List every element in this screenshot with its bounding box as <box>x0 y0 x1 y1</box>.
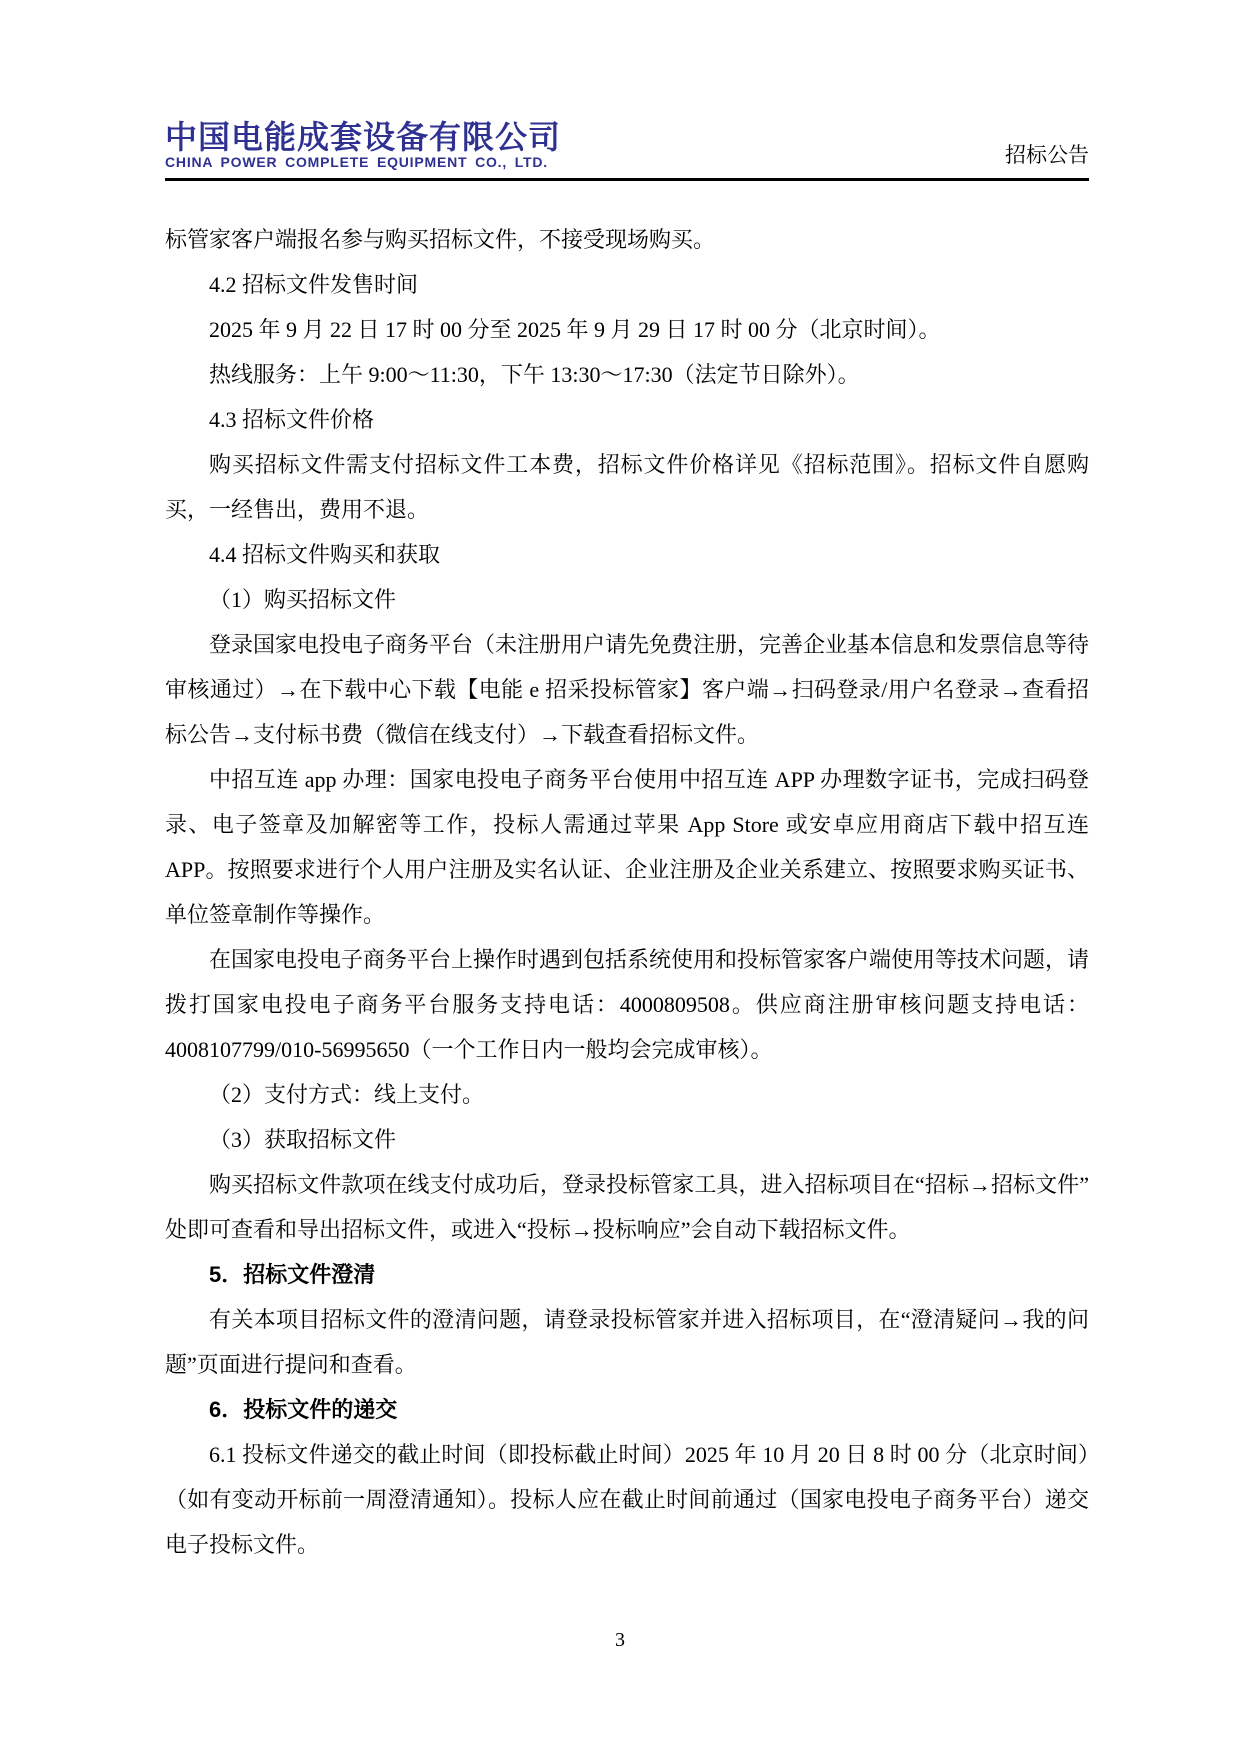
item-2-payment: （2）支付方式：线上支付。 <box>209 1082 485 1107</box>
page-header <box>165 120 1089 171</box>
section-6-heading: 6．投标文件的递交 <box>209 1397 398 1422</box>
company-name-cn: 中国电能成套设备有限公司 <box>165 119 562 155</box>
company-name-en: CHINA POWER COMPLETE EQUIPMENT CO., LTD. <box>165 154 548 170</box>
paragraph-hotline: 热线服务：上午 9:00～11:30，下午 13:30～17:30（法定节日除外）。 <box>209 362 860 387</box>
paragraph-support-phones: 在国家电投电子商务平台上操作时遇到包括系统使用和投标管家客户端使用等技术问题，请拨打国家电投电子商务平台服务支持电话：4000809508。供应商注册审核问题支持电话：4008107799/010-56995650（一个工作日内一般均会完成审核）。 <box>165 947 1090 1062</box>
section-4-3-title: 4.3 招标文件价格 <box>209 407 375 432</box>
item-3-obtain-title: （3）获取招标文件 <box>209 1127 397 1152</box>
paragraph-sale-time: 2025 年 9 月 22 日 17 时 00 分至 2025 年 9 月 29 日 17 时 00 分（北京时间）。 <box>209 317 941 342</box>
paragraph-clarification: 有关本项目招标文件的澄清问题，请登录投标管家并进入招标项目，在“澄清疑问→我的问题”页面进行提问和查看。 <box>165 1307 1089 1377</box>
section-4-4-title: 4.4 招标文件购买和获取 <box>209 542 441 567</box>
paragraph-obtain-steps: 购买招标文件款项在线支付成功后，登录投标管家工具，进入招标项目在“招标→招标文件”处即可查看和导出招标文件，或进入“投标→投标响应”会自动下载招标文件。 <box>165 1172 1089 1242</box>
item-1-purchase-title: （1）购买招标文件 <box>209 587 397 612</box>
company-logo <box>165 120 561 171</box>
paragraph-price: 购买招标文件需支付招标文件工本费，招标文件价格详见《招标范围》。招标文件自愿购买，一经售出，费用不退。 <box>165 452 1089 522</box>
paragraph-purchase-steps: 登录国家电投电子商务平台（未注册用户请先免费注册，完善企业基本信息和发票信息等待审核通过）→在下载中心下载【电能 e 招采投标管家】客户端→扫码登录/用户名登录→查看招标公告→支付标书费（微信在线支付）→下载查看招标文件。 <box>165 632 1090 747</box>
document-body <box>165 217 1089 1567</box>
paragraph-zhongzhao-app: 中招互连 app 办理：国家电投电子商务平台使用中招互连 APP 办理数字证书，完成扫码登录、电子签章及加解密等工作，投标人需通过苹果 App Store 或安卓应用商店下载中招互连 APP。按照要求进行个人用户注册及实名认证、企业注册及企业关系建立、按照要求购买证书、单位签章制作等操作。 <box>165 767 1089 927</box>
section-4-2-title: 4.2 招标文件发售时间 <box>209 272 419 297</box>
page-number: 3 <box>615 1629 625 1651</box>
paragraph-continuation: 标管家客户端报名参与购买招标文件，不接受现场购买。 <box>165 227 716 252</box>
header-divider <box>165 178 1089 181</box>
paragraph-submission-deadline: 6.1 投标文件递交的截止时间（即投标截止时间）2025 年 10 月 20 日 8 时 00 分（北京时间）（如有变动开标前一周澄清通知）。投标人应在截止时间前通过（国家电投电子商务平台）递交电子投标文件。 <box>165 1442 1089 1557</box>
section-5-heading: 5．招标文件澄清 <box>209 1262 376 1287</box>
doc-type-label: 招标公告 <box>1005 143 1089 167</box>
